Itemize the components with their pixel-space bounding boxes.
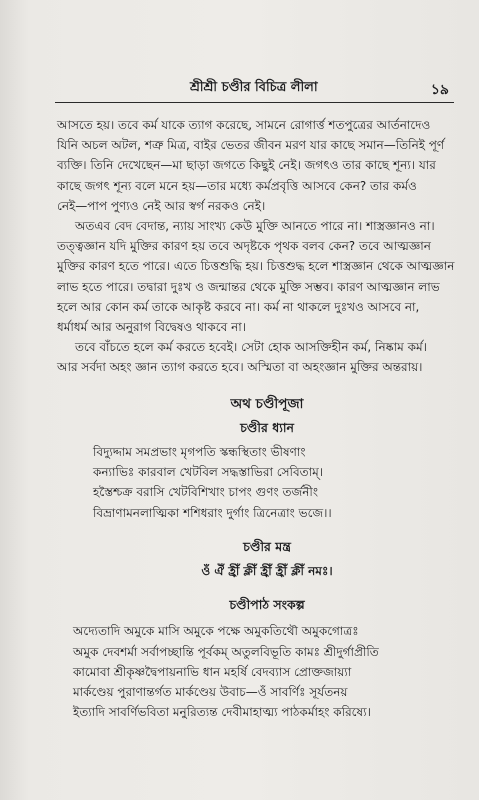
page-header: [0, 78, 479, 102]
text-line: লাভ হতে পারে। তদ্বারা দুঃখ ও জন্মান্তর থেকে মুক্তি সম্ভব। কারণ আত্মজ্ঞান লাভ: [57, 279, 440, 294]
mantra-text: ওঁ ঐঁ হ্রীঁ ক্লীঁ হ্রীঁ হ্রীঁ ক্লীঁ নমঃ।: [201, 564, 333, 579]
text-line: আর সর্বদা অহং জ্ঞান ত্যাগ করতে হবে। অস্মিতা বা অহংজ্ঞান মুক্তির অন্তরায়।: [57, 360, 423, 375]
sankalpa-line: ইত্যাদি সাবর্ণিভবিতা মনুরিত্যন্ত দেবীমাহাত্ম্য পাঠকর্মাহং করিষ্যে।: [73, 705, 371, 720]
paragraph-3: [57, 337, 477, 377]
text-line: তবে বাঁচতে হলে কর্ম করতে হবেই। সেটা হোক আসক্তিহীন কর্ম, নিষ্কাম কর্ম।: [75, 340, 427, 355]
page-body: [57, 115, 477, 722]
subsection-title-sankalpa: চণ্ডীপাঠ সংকল্প: [229, 597, 305, 613]
section-title-chandi-puja: অথ চণ্ডীপূজা: [230, 395, 304, 412]
text-line: আসতে হয়। তবে কর্ম যাকে ত্যাগ করেছে, সামনে রোগার্ত্ত শতপুত্রের আর্তনাদেও: [57, 118, 431, 132]
verse-line: বিদ্যুদ্দাম সমপ্রভাং মৃগপতি স্কন্ধস্থিতাং ভীষণাং: [93, 445, 306, 460]
verse-line: বিভ্রাণামনলাত্মিকা শশিধরাং দুর্গাং ত্রিনেত্রাং ভজে।।: [93, 505, 332, 520]
subsection-title-dhyan: চণ্ডীর ধ্যান: [240, 419, 294, 435]
text-line: কাছে জগৎ শূন্য বলে মনে হয়—তার মধ্যে কর্মপ্রবৃত্তি আসবে কেন? তার কর্মও: [57, 178, 417, 193]
dhyan-verse: [57, 442, 477, 523]
paragraph-1: [57, 115, 477, 216]
text-line: নেই—পাপ পুণ্যও নেই আর স্বর্গ নরকও নেই।: [57, 198, 266, 213]
sankalpa-line: অদ্যেতাদি অমুকে মাসি অমুকে পক্ষে অমুকতিথৌ অমুকগোত্রঃ: [73, 624, 359, 639]
sankalpa-line: মার্কণ্ডেয় পুরাণান্তর্গত মার্কণ্ডেয় উবাচ—ওঁ সাবর্ণিঃ সূর্যতনয়: [73, 685, 348, 700]
text-line: যিনি অচল অটল, শত্রু মিত্র, বাইর ভেতর জীবন মরণ যার কাছে সমান—তিনিই পূর্ণ: [57, 138, 445, 153]
verse-line: কন্যাভিঃ কারবাল খেটবিল সদ্ধস্তাভিরা সেবিতাম্।: [93, 465, 324, 480]
sankalpa-line: অমুক দেবশর্মা সর্বাপচ্ছান্তি পূর্বকম্ অতুলবিভূতি কামঃ শ্রীদুর্গাপ্রীতি: [73, 644, 379, 659]
sankalpa-line: কামোবা শ্রীকৃষ্ণদ্বৈপায়নাভি ধান মহর্ষি বেদব্যাস প্রোক্তজায়্যা: [73, 664, 352, 679]
sankalpa-text: [57, 621, 477, 722]
page-number: ১৯: [430, 82, 449, 98]
text-line: ব্যক্তি। তিনি দেখেছেন—মা ছাড়া জগতে কিছুই নেই। জগৎও তার কাছে শূন্য। যার: [57, 158, 436, 173]
text-line: তত্ত্বজ্ঞান যদি মুক্তির কারণ হয় তবে অদৃষ্টকে পৃথক বলব কেন? তবে আত্মজ্ঞান: [57, 239, 431, 254]
text-line: হলে আর কোন কর্ম তাকে আকৃষ্ট করবে না। কর্ম না থাকলে দুঃখও আসবে না,: [57, 299, 420, 314]
paragraph-2: [57, 216, 477, 337]
text-line: মুক্তির কারণ হতে পারে। এতে চিত্তশুদ্ধি হয়। চিত্তশুদ্ধ হলে শাস্ত্রজ্ঞান থেকে আত্মজ্ঞান: [57, 259, 455, 274]
header-rule: [55, 102, 454, 103]
verse-line: হস্তৈশ্চক্র বরাসি খেটবিশিখাং চাপং গুণং তর্জনীং: [93, 485, 319, 500]
running-title: শ্রীশ্রী চণ্ডীর বিচিত্র লীলা: [190, 80, 318, 95]
text-line: ধর্মাধর্ম আর অনুরাগ বিদ্বেষও থাকবে না।: [57, 320, 247, 335]
subsection-title-mantra: চণ্ডীর মন্ত্র: [243, 538, 291, 554]
text-line: অতএব বেদ বেদান্ত, ন্যায় সাংখ্য কেউ মুক্তি আনতে পারে না। শাস্ত্রজ্ঞানও না।: [75, 219, 435, 234]
